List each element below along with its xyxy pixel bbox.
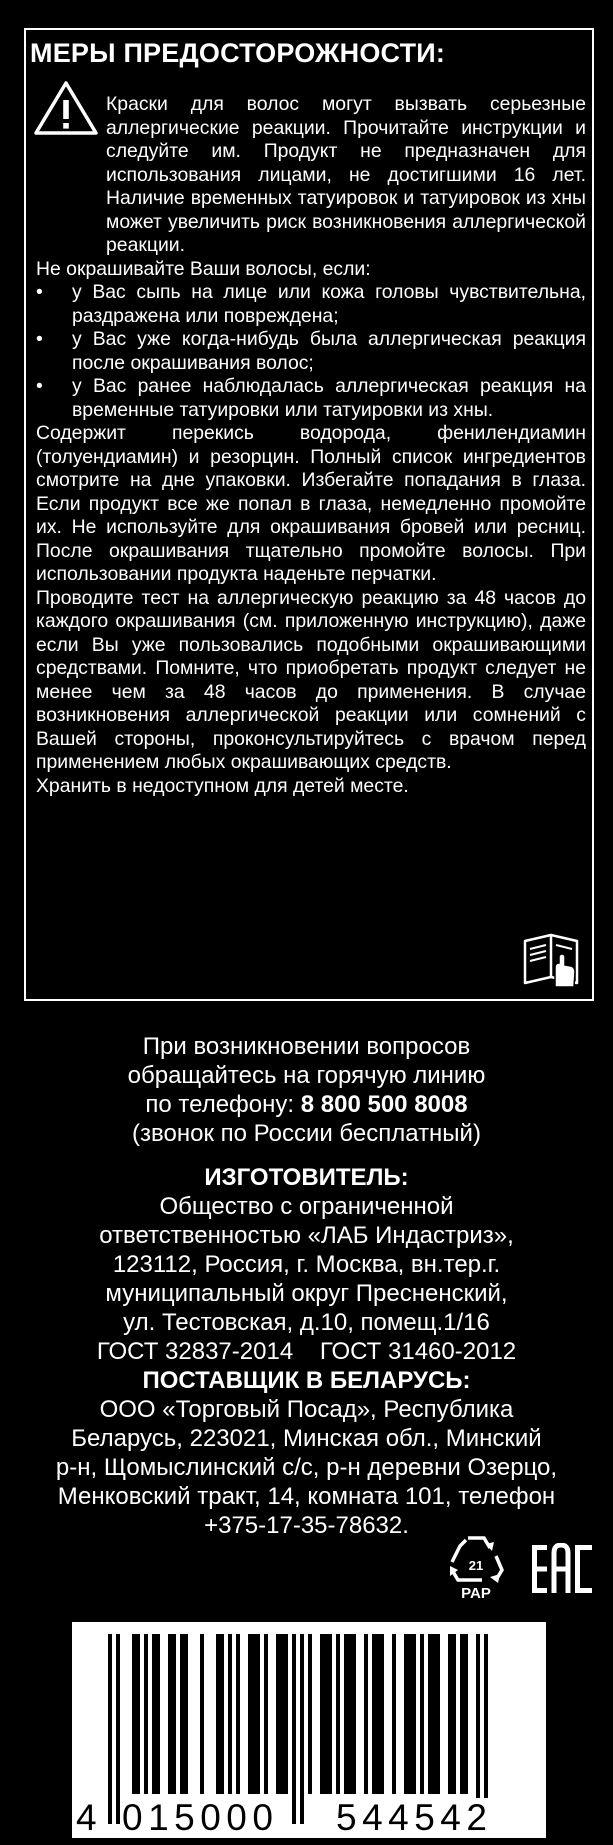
bullet-mark: • bbox=[36, 375, 43, 397]
supplier-line: ООО «Торговый Посад», Республика bbox=[99, 1396, 514, 1423]
hotline-block bbox=[0, 1032, 613, 1148]
bullet-text: у Вас уже когда-нибудь была аллергическая реакция после окрашивания волос; bbox=[72, 328, 586, 374]
barcode-left-group: 015000 bbox=[122, 1797, 279, 1838]
eac-mark-icon bbox=[530, 1543, 594, 1595]
warning-paragraph-allergy: Краски для волос могут вызвать серьезные аллергические реакции. Прочитайте инструкции и следуйте им. Продукт не предназначен для использования лицами, не достигшими 16 лет. Наличие временных татуировок и татуировок из хны может увеличить риск возникновения аллергической реакции. bbox=[106, 93, 586, 256]
manufacturer-line: ответственностью «ЛАБ Индастриз», bbox=[99, 1222, 514, 1249]
hotline-phone-line bbox=[0, 1090, 613, 1119]
barcode-digits bbox=[72, 1622, 546, 1838]
supplier-line: +375-17-35-78632. bbox=[204, 1512, 409, 1539]
bullet-mark: • bbox=[36, 281, 43, 303]
manufacturer-title: ИЗГОТОВИТЕЛЬ: bbox=[204, 1164, 409, 1191]
list-item bbox=[36, 375, 586, 422]
warning-paragraph-storage: Хранить в недоступном для детей месте. bbox=[36, 774, 409, 797]
supplier-block bbox=[0, 1366, 613, 1540]
manufacturer-line: ул. Тестовская, д.10, помещ.1/16 bbox=[123, 1309, 490, 1336]
supplier-line: Менковский тракт, 14, комната 101, телефон bbox=[57, 1483, 556, 1510]
hotline-phone-prefix: по телефону: bbox=[145, 1091, 301, 1118]
read-instructions-icon bbox=[521, 927, 583, 989]
hotline-phone-number: 8 800 500 8008 bbox=[300, 1091, 468, 1118]
warning-bullet-list bbox=[36, 281, 586, 422]
bullet-mark: • bbox=[36, 328, 43, 350]
recycle-label: PAP bbox=[461, 1585, 491, 1602]
supplier-line: Беларусь, 223021, Минская обл., Минский bbox=[71, 1425, 542, 1452]
barcode bbox=[72, 1622, 546, 1838]
warning-text bbox=[36, 93, 586, 798]
list-item bbox=[36, 328, 586, 375]
recycle-triangle-icon bbox=[446, 1530, 506, 1602]
barcode-right-group: 544542 bbox=[336, 1797, 493, 1838]
hotline-line: (звонок по России бесплатный) bbox=[132, 1120, 481, 1147]
warning-paragraph-intro: Не окрашивайте Ваши волосы, если: bbox=[36, 257, 371, 280]
warning-paragraph-ingredients: Содержит перекись водорода, фенилендиамин (толуендиамин) и резорцин. Полный список ингредиентов смотрите на дне упаковки. Избегайте попадания в глаза. Если продукт все же попал в глаза, немедленно промойте их. Не используйте для окрашивания бровей или ресниц. После окрашивания тщательно промойте волосы. При использовании продукта наденьте перчатки. bbox=[36, 422, 586, 585]
warning-paragraph-allergy-test: Проводите тест на аллергическую реакцию за 48 часов до каждого окрашивания (см. приложенную инструкцию), даже если Вы уже пользовались подобными окрашивающими средствами. Помните, что приобретать продукт следует не менее чем за 48 часов до применения. В случае возникновения аллергической реакции или сомнений с Вашей стороны, проконсультируйтесь с врачом перед применением любых окрашивающих средств. bbox=[36, 586, 586, 773]
manufacturer-line: Общество с ограниченной bbox=[159, 1193, 454, 1220]
hotline-line: обращайтесь на горячую линию bbox=[127, 1062, 486, 1089]
supplier-title: ПОСТАВЩИК В БЕЛАРУСЬ: bbox=[142, 1367, 471, 1394]
supplier-line: р-н, Щомыслинский с/с, р-н деревни Озерцо, bbox=[55, 1454, 558, 1481]
bullet-text: у Вас ранее наблюдалась аллергическая реакция на временные татуировки или татуировки из хны. bbox=[72, 375, 586, 421]
hotline-line: При возникновении вопросов bbox=[142, 1033, 471, 1060]
bullet-text: у Вас сыпь на лице или кожа головы чувствительна, раздражена или повреждена; bbox=[72, 281, 586, 327]
recycle-code: 21 bbox=[468, 1558, 484, 1573]
manufacturer-line: муниципальный округ Пресненский, bbox=[105, 1280, 508, 1307]
list-item bbox=[36, 281, 586, 328]
manufacturer-line: 123112, Россия, г. Москва, вн.тер.г. bbox=[112, 1251, 501, 1278]
barcode-first-digit: 4 bbox=[76, 1797, 103, 1838]
manufacturer-standards: ГОСТ 32837-2014 ГОСТ 31460-2012 bbox=[96, 1338, 517, 1365]
warning-title: МЕРЫ ПРЕДОСТОРОЖНОСТИ: bbox=[30, 38, 446, 68]
manufacturer-block bbox=[0, 1163, 613, 1366]
